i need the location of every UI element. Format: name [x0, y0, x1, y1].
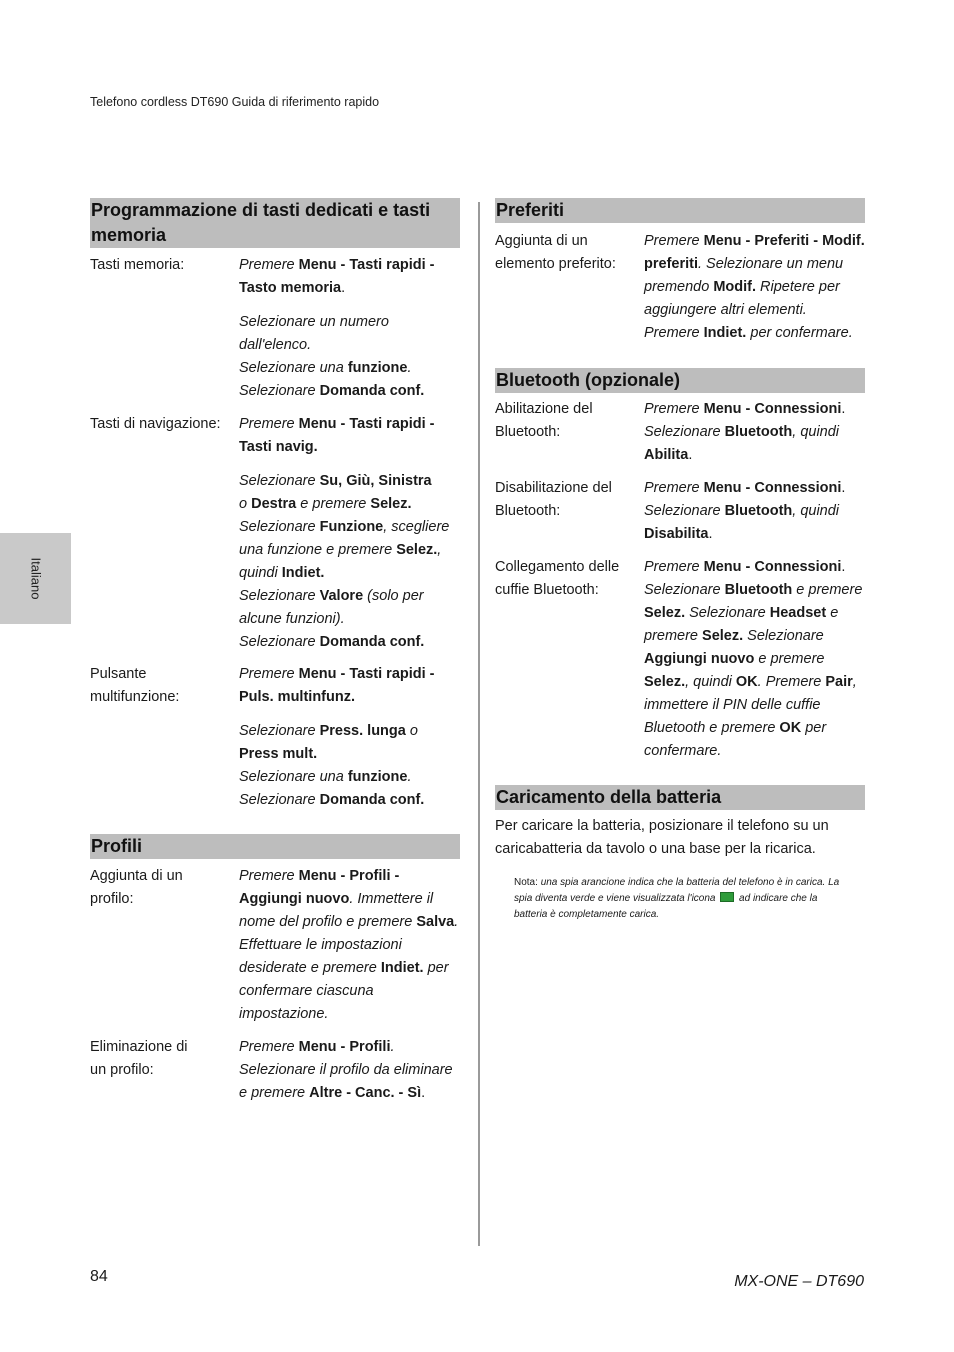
page-number: 84	[90, 1268, 108, 1285]
bt-disable-row	[495, 477, 865, 546]
bt-enable-instructions: Premere Menu - Connessioni. Selezionare Bluetooth, quindi Abilita.	[644, 401, 846, 463]
programming-heading: Programmazione di tasti dedicati e tasti memoria	[90, 198, 460, 248]
profiles-heading: Profili	[90, 834, 460, 859]
add-favorite-instructions: Premere Menu - Preferiti - Modif. preferiti. Selezionare un menu premendo Modif. Ripetere per aggiungere altri elementi. Premere Indiet. per confermare.	[644, 233, 865, 341]
nav-keys-row	[90, 413, 460, 654]
battery-text: Per caricare la batteria, posizionare il telefono su un caricabatteria da tavolo o una base per la ricarica.	[495, 818, 829, 857]
bt-enable-label: Abilitazione del Bluetooth:	[495, 401, 593, 440]
memory-keys-instructions: Premere Menu - Tasti rapidi - Tasto memoria. Selezionare un numero dall'elenco. Selezionare una funzione. Selezionare Domanda conf.	[239, 257, 435, 399]
memory-keys-label: Tasti memoria:	[90, 257, 185, 273]
bt-headset-label: Collegamento delle cuffie Bluetooth:	[495, 559, 620, 598]
right-column	[495, 198, 865, 923]
nav-keys-instructions: Premere Menu - Tasti rapidi - Tasti navig. Selezionare Su, Giù, Sinistra o Destra e premere Selez. Selezionare Funzione, scegliere una funzione e premere Selez., quindi Indiet. Selezionare Valore (solo per alcune funzioni). Selezionare Domanda conf.	[239, 416, 450, 650]
document-id: MX-ONE – DT690	[734, 1273, 864, 1290]
add-favorite-label: Aggiunta di un elemento preferito:	[495, 233, 616, 272]
multi-key-label: Pulsante multifunzione:	[90, 666, 180, 705]
add-profile-row	[90, 865, 460, 1026]
add-profile-label: Aggiunta di un profilo:	[90, 868, 183, 907]
add-favorite-row	[495, 230, 865, 345]
nav-keys-label: Tasti di navigazione:	[90, 416, 221, 432]
memory-keys-row	[90, 254, 460, 403]
bt-disable-instructions: Premere Menu - Connessioni. Selezionare Bluetooth, quindi Disabilita.	[644, 480, 846, 542]
bt-disable-label: Disabilitazione del Bluetooth:	[495, 480, 612, 519]
delete-profile-label: Eliminazione di un profilo:	[90, 1039, 188, 1078]
favorites-heading: Preferiti	[495, 198, 865, 223]
bt-headset-instructions: Premere Menu - Connessioni. Selezionare Bluetooth e premere Selez. Selezionare Headset e premere Selez. Selezionare Aggiungi nuovo e premere Selez., quindi OK. Premere Pair, immettere il PIN delle cuffie Bluetooth e premere OK per confermare.	[644, 559, 863, 759]
multi-key-instructions: Premere Menu - Tasti rapidi - Puls. multinfunz. Selezionare Press. lunga o Press mult. Selezionare una funzione. Selezionare Domanda conf.	[239, 666, 435, 808]
language-tab	[0, 533, 71, 624]
page-header: Telefono cordless DT690 Guida di riferimento rapido	[90, 95, 380, 109]
delete-profile-row	[90, 1036, 460, 1105]
bt-headset-row	[495, 556, 865, 763]
multi-key-row	[90, 663, 460, 812]
bluetooth-heading: Bluetooth (opzionale)	[495, 368, 865, 393]
column-divider	[478, 202, 480, 1246]
language-tab-label: Italiano	[27, 557, 43, 600]
bt-enable-row	[495, 398, 865, 467]
add-profile-instructions: Premere Menu - Profili - Aggiungi nuovo. Immettere il nome del profilo e premere Salva. Effettuare le impostazioni desiderate e premere Indiet. per confermare ciascuna impostazione.	[239, 868, 459, 1022]
battery-heading: Caricamento della batteria	[495, 785, 865, 810]
left-column	[90, 198, 460, 1105]
delete-profile-instructions: Premere Menu - Profili. Selezionare il profilo da eliminare e premere Altre - Canc. - Sì.	[239, 1039, 453, 1101]
battery-full-icon	[720, 892, 734, 902]
battery-note: Nota: una spia arancione indica che la batteria del telefono è in carica. La spia diventa verde e viene visualizzata l'icona ad indicare che la batteria è completamente carica.	[514, 877, 840, 920]
